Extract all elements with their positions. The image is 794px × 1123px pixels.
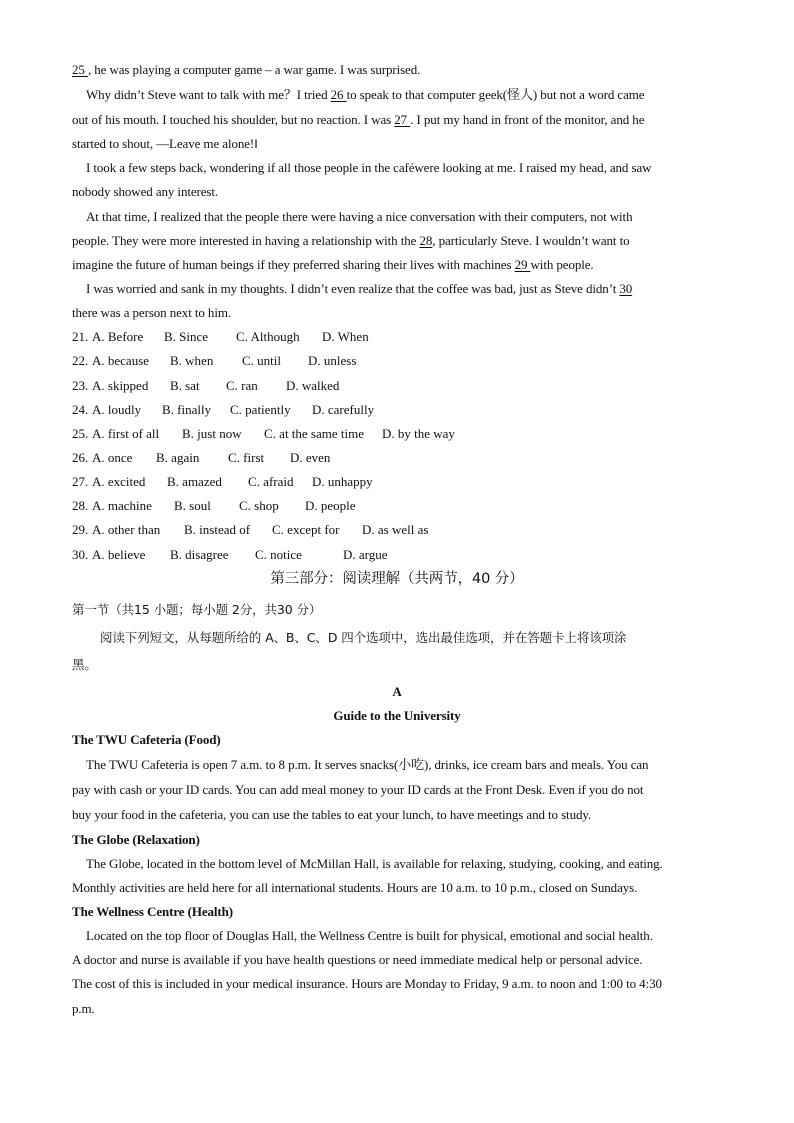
instructions: 阅读下列短文，从每题所给的 A、B、C、D 四个选项中，选出最佳选项，并在答题卡上将该项涂 [100,630,627,645]
blank-28: 28 [419,233,433,248]
option: B. finally [162,402,212,417]
option: C. shop [239,498,279,513]
option: D. as well as [362,522,429,537]
article-line: Monthly activities are held here for all international students. Hours are 10 a.m. to 10 p.m., closed on Sundays. [72,880,638,895]
passage-line: At that time, I realized that the people there were having a nice conversation with their computers, not with [86,209,633,224]
passage-text: imagine the future of human beings if they preferred sharing their lives with machines [72,257,515,272]
question-number: 29. [72,522,89,537]
question-number: 23. [72,378,89,393]
blank-30: 30 [619,281,633,296]
option: C. except for [272,522,340,537]
option: C. Although [236,329,300,344]
option: C. patiently [230,402,291,417]
option: B. amazed [167,474,222,489]
option: D. unhappy [312,474,373,489]
option: A. skipped [92,378,149,393]
option: A. believe [92,547,146,562]
article-line: The TWU Cafeteria is open 7 a.m. to 8 p.m. It serves snacks(小吃), drinks, ice cream bars and meals. You can [86,757,649,772]
passage-text: Why didn’t Steve want to talk with me？I tried [86,87,331,102]
passage-line [72,62,722,78]
section-title: 第三部分：阅读理解（共两节，40 分） [270,571,524,587]
option: A. machine [92,498,152,513]
section-heading: The Wellness Centre (Health) [72,904,234,919]
passage-text: , particularly Steve. I wouldn’t want to [432,233,630,248]
passage-line [72,112,722,128]
option: A. other than [92,522,161,537]
question-number: 22. [72,353,89,368]
blank-27: 27 [394,112,411,127]
option: D. argue [343,547,388,562]
passage-text: with people. [530,257,594,272]
article-line: The cost of this is included in your medical insurance. Hours are Monday to Friday, 9 a.m. to noon and 1:00 to 4:30 [72,976,662,991]
passage-text: I was worried and sank in my thoughts. I didn’t even realize that the coffee was bad, just as Steve didn’t [86,281,620,296]
passage-line: I took a few steps back, wondering if all those people in the caféwere looking at me. I raised my head, and saw [86,160,652,175]
option: A. Before [92,329,144,344]
option: D. When [322,329,369,344]
option: B. when [170,353,214,368]
option: C. until [242,353,282,368]
article-line: p.m. [72,1001,95,1016]
option: D. even [290,450,331,465]
question-number: 26. [72,450,89,465]
article-line: pay with cash or your ID cards. You can add meal money to your ID cards at the Front Desk. Even if you do not [72,782,644,797]
passage-text: to speak to that computer geek(怪人) but not a word came [346,87,645,102]
option: C. first [228,450,265,465]
article-line: The Globe, located in the bottom level of McMillan Hall, is available for relaxing, studying, cooking, and eating. [86,856,663,871]
passage-line [72,257,722,273]
article-title: Guide to the University [333,708,461,723]
blank-26: 26 [330,87,347,102]
option: B. again [156,450,200,465]
option: A. excited [92,474,146,489]
passage-line [86,87,736,103]
passage-line: nobody showed any interest. [72,184,219,199]
article-letter: A [392,684,402,699]
option: A. loudly [92,402,142,417]
passage-line: there was a person next to him. [72,305,231,320]
blank-29: 29 [514,257,531,272]
section-heading: The Globe (Relaxation) [72,832,200,847]
option: B. soul [174,498,211,513]
blank-25: 25 [72,62,88,77]
question-number: 21. [72,329,89,344]
section-heading: The TWU Cafeteria (Food) [72,732,221,747]
option: B. disagree [170,547,229,562]
article-line: A doctor and nurse is available if you have health questions or need immediate medical help or personal advice. [72,952,643,967]
passage-text: , he was playing a computer game – a war game. I was surprised. [87,62,421,77]
article-line: buy your food in the cafeteria, you can use the tables to eat your lunch, to have meetings and to study. [72,807,592,822]
passage-line [86,281,736,297]
passage-line [72,233,722,249]
article-line: Located on the top floor of Douglas Hall, the Wellness Centre is built for physical, emotional and social health. [86,928,653,943]
option: D. people [305,498,356,513]
question-number: 27. [72,474,89,489]
passage-text: . I put my hand in front of the monitor, and he [410,112,645,127]
option: A. first of all [92,426,160,441]
option: C. at the same time [264,426,365,441]
option: A. once [92,450,133,465]
option: D. unless [308,353,357,368]
option: B. sat [170,378,200,393]
option: A. because [92,353,150,368]
question-number: 28. [72,498,89,513]
section-subtitle: 第一节（共15 小题；每小题 2分，共30 分） [72,602,322,617]
passage-line: started to shout, ―Leave me alone!‖ [72,136,258,151]
option: B. just now [182,426,242,441]
passage-text: people. They were more interested in having a relationship with the [72,233,420,248]
option: C. ran [226,378,258,393]
option: B. Since [164,329,209,344]
option: C. afraid [248,474,294,489]
instructions: 黑。 [72,657,97,672]
passage-text: out of his mouth. I touched his shoulder, but no reaction. I was [72,112,395,127]
question-number: 25. [72,426,89,441]
option: B. instead of [184,522,251,537]
option: C. notice [255,547,302,562]
option: D. walked [286,378,340,393]
question-number: 30. [72,547,89,562]
option: D. carefully [312,402,375,417]
option: D. by the way [382,426,455,441]
question-number: 24. [72,402,89,417]
